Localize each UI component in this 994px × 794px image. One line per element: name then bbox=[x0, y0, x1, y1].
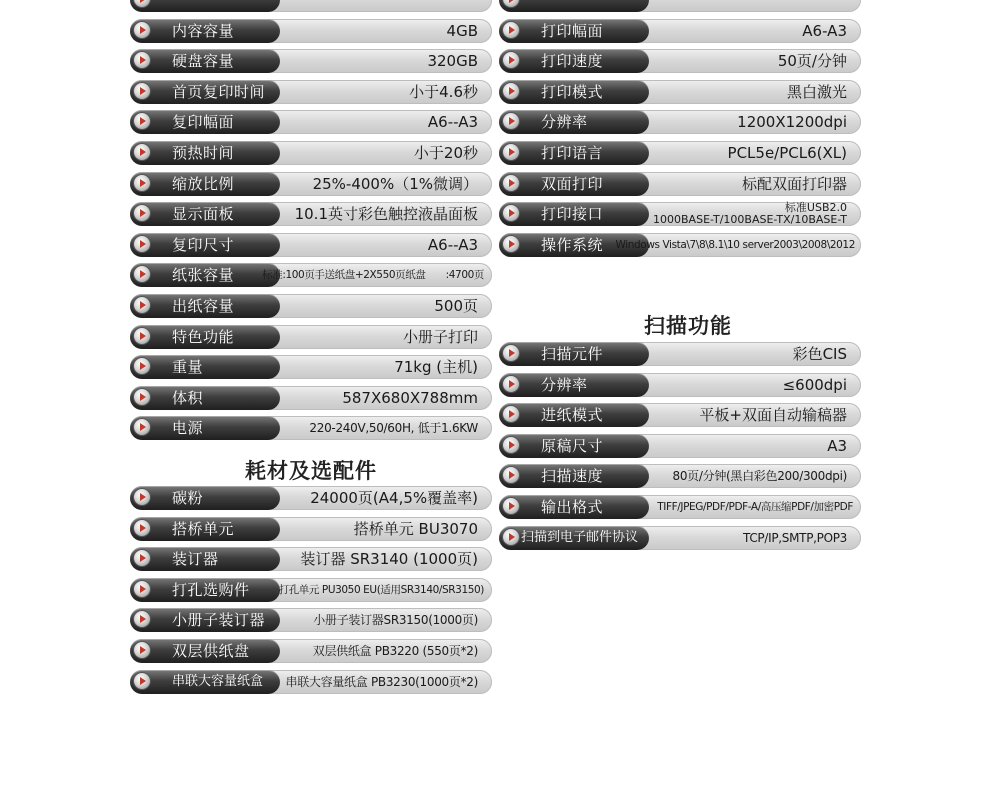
bullet-icon bbox=[134, 266, 150, 282]
spec-value: TCP/IP,SMTP,POP3 bbox=[743, 530, 847, 545]
bullet-icon bbox=[503, 345, 519, 361]
scan-row-sensor bbox=[499, 342, 861, 366]
spec-label: 搭桥单元 bbox=[172, 519, 235, 538]
spec-value: 4GB bbox=[446, 21, 478, 40]
interface-line-1: 标准USB2.0 bbox=[784, 201, 847, 215]
bullet-icon bbox=[503, 52, 519, 68]
spec-value: 平板+双面自动输稿器 bbox=[699, 406, 847, 425]
consumable-row-punch bbox=[130, 578, 492, 602]
bullet-icon bbox=[134, 236, 150, 252]
spec-label: 硬盘容量 bbox=[172, 52, 235, 71]
bullet-icon bbox=[134, 297, 150, 313]
bullet-icon bbox=[134, 22, 150, 38]
spec-label: 预热时间 bbox=[172, 143, 235, 162]
bullet-icon bbox=[503, 0, 519, 7]
spec-row-copy-size bbox=[130, 233, 492, 257]
spec-value: 220-240V,50/60H, 低于1.6KW bbox=[309, 421, 478, 436]
spec-label: 打印接口 bbox=[541, 205, 604, 224]
spec-label: 显示面板 bbox=[172, 205, 235, 224]
spec-value: 黑白激光 bbox=[786, 82, 847, 101]
spec-value: 10.1英寸彩色触控液晶面板 bbox=[294, 205, 478, 224]
spec-value bbox=[653, 202, 847, 226]
spec-value: 串联大容量纸盒 PB3230(1000页*2) bbox=[285, 674, 478, 689]
spec-row-paper-capacity bbox=[130, 263, 492, 287]
bullet-icon bbox=[503, 437, 519, 453]
print-spec-list bbox=[499, 0, 861, 263]
spec-row-zoom bbox=[130, 172, 492, 196]
scan-row-output-format bbox=[499, 495, 861, 519]
bullet-icon bbox=[503, 498, 519, 514]
spec-value: ≤600dpi bbox=[782, 375, 847, 394]
spec-value: 80页/分钟(黑白彩色200/300dpi) bbox=[672, 469, 847, 484]
bullet-icon bbox=[134, 144, 150, 160]
spec-label: 纸张容量 bbox=[172, 266, 235, 285]
spec-label: 分辨率 bbox=[541, 113, 588, 132]
bullet-icon bbox=[134, 83, 150, 99]
spec-row-feature bbox=[130, 325, 492, 349]
spec-row-weight bbox=[130, 355, 492, 379]
spec-value: 打孔单元 PU3050 EU(适用SR3140/SR3150) bbox=[278, 583, 484, 596]
interface-line-2: 1000BASE-T/100BASE-TX/10BASE-T bbox=[653, 213, 847, 227]
spec-row-partial bbox=[499, 0, 861, 12]
consumables-list bbox=[130, 486, 492, 700]
spec-row-duplex bbox=[499, 172, 861, 196]
spec-label: 首页复印时间 bbox=[172, 82, 266, 101]
spec-value: 25%-400%（1%微调） bbox=[312, 174, 478, 193]
spec-value: A6-A3 bbox=[802, 21, 847, 40]
spec-value: 320GB bbox=[427, 52, 478, 71]
spec-label: 重量 bbox=[172, 358, 204, 377]
spec-row-memory bbox=[130, 19, 492, 43]
bullet-icon bbox=[134, 205, 150, 221]
spec-value: 标配双面打印器 bbox=[741, 174, 847, 193]
bullet-icon bbox=[134, 642, 150, 658]
spec-label: 扫描到电子邮件协议 bbox=[521, 529, 639, 545]
spec-value: 标准:100页手送纸盘+2X550页纸盘 :4700页 bbox=[262, 269, 484, 282]
bullet-icon bbox=[134, 419, 150, 435]
bullet-icon bbox=[134, 389, 150, 405]
bullet-icon bbox=[503, 529, 519, 545]
bullet-icon bbox=[503, 113, 519, 129]
bullet-icon bbox=[503, 205, 519, 221]
bullet-icon bbox=[134, 0, 150, 7]
spec-value: A3 bbox=[827, 436, 847, 455]
spec-label: 打孔选购件 bbox=[172, 580, 250, 599]
scan-row-speed bbox=[499, 464, 861, 488]
spec-row-partial bbox=[130, 0, 492, 12]
consumable-row-booklet bbox=[130, 608, 492, 632]
spec-row-print-format bbox=[499, 19, 861, 43]
spec-label: 打印速度 bbox=[541, 52, 604, 71]
spec-value: 彩色CIS bbox=[792, 345, 847, 363]
spec-value: 71kg (主机) bbox=[394, 358, 478, 377]
spec-value: 小于20秒 bbox=[413, 143, 478, 162]
bullet-icon bbox=[134, 489, 150, 505]
spec-value: 双层供纸盒 PB3220 (550页*2) bbox=[312, 643, 478, 658]
spec-label: 内容容量 bbox=[172, 21, 235, 40]
bullet-icon bbox=[503, 144, 519, 160]
scan-row-original-size bbox=[499, 434, 861, 458]
scan-row-resolution bbox=[499, 373, 861, 397]
spec-row-print-language bbox=[499, 141, 861, 165]
consumable-row-lct bbox=[130, 670, 492, 694]
spec-row-hdd bbox=[130, 49, 492, 73]
spec-value: 小于4.6秒 bbox=[409, 82, 478, 101]
spec-row-dimensions bbox=[130, 386, 492, 410]
spec-label: 打印语言 bbox=[541, 143, 604, 162]
bullet-icon bbox=[503, 467, 519, 483]
spec-value: 小册子装订器SR3150(1000页) bbox=[313, 613, 478, 628]
spec-label: 操作系统 bbox=[541, 235, 604, 254]
spec-label: 扫描元件 bbox=[541, 345, 604, 363]
bullet-icon bbox=[134, 175, 150, 191]
spec-label: 进纸模式 bbox=[541, 406, 604, 425]
spec-label: 特色功能 bbox=[172, 327, 235, 346]
spec-label: 出纸容量 bbox=[172, 296, 235, 315]
spec-label: 电源 bbox=[172, 419, 204, 438]
spec-value: 1200X1200dpi bbox=[737, 113, 847, 132]
consumable-row-toner bbox=[130, 486, 492, 510]
bullet-icon bbox=[134, 550, 150, 566]
bullet-icon bbox=[503, 376, 519, 392]
spec-value: A6--A3 bbox=[427, 113, 478, 132]
spec-value: 500页 bbox=[434, 296, 478, 315]
bullet-icon bbox=[503, 175, 519, 191]
spec-row-power bbox=[130, 416, 492, 440]
spec-row-print-mode bbox=[499, 80, 861, 104]
spec-label: 复印幅面 bbox=[172, 113, 235, 132]
spec-value: 24000页(A4,5%覆盖率) bbox=[310, 489, 478, 507]
spec-row-copy-format bbox=[130, 110, 492, 134]
spec-label: 打印模式 bbox=[541, 82, 604, 101]
spec-value: 搭桥单元 BU3070 bbox=[353, 519, 478, 538]
bullet-icon bbox=[134, 52, 150, 68]
bullet-icon bbox=[134, 520, 150, 536]
bullet-icon bbox=[503, 406, 519, 422]
consumables-title: 耗材及选配件 bbox=[245, 459, 377, 483]
spec-value: PCL5e/PCL6(XL) bbox=[727, 143, 847, 162]
spec-label: 串联大容量纸盒 bbox=[172, 673, 264, 689]
spec-row-print-speed bbox=[499, 49, 861, 73]
spec-label: 缩放比例 bbox=[172, 174, 235, 193]
spec-value: 50页/分钟 bbox=[777, 52, 847, 71]
spec-row-interface bbox=[499, 202, 861, 226]
spec-label: 分辨率 bbox=[541, 375, 588, 394]
spec-label: 双面打印 bbox=[541, 174, 604, 193]
spec-value: Windows Vista\7\8\8.1\10 server2003\2008\2012 bbox=[615, 238, 855, 251]
consumable-row-bridge bbox=[130, 517, 492, 541]
spec-label: 碳粉 bbox=[172, 489, 204, 507]
spec-label: 打印幅面 bbox=[541, 21, 604, 40]
bullet-icon bbox=[503, 22, 519, 38]
scan-title: 扫描功能 bbox=[644, 314, 732, 338]
spec-value: 小册子打印 bbox=[402, 327, 478, 346]
copy-spec-list bbox=[130, 0, 492, 447]
bullet-icon bbox=[134, 113, 150, 129]
spec-label: 原稿尺寸 bbox=[541, 436, 604, 455]
spec-value: TIFF/JPEG/PDF/PDF-A/高压缩PDF/加密PDF bbox=[657, 500, 853, 513]
spec-label: 复印尺寸 bbox=[172, 235, 235, 254]
consumable-row-dual-tray bbox=[130, 639, 492, 663]
spec-row-display bbox=[130, 202, 492, 226]
bullet-icon bbox=[134, 673, 150, 689]
bullet-icon bbox=[134, 328, 150, 344]
consumable-row-finisher bbox=[130, 547, 492, 571]
spec-label: 双层供纸盘 bbox=[172, 641, 250, 660]
spec-row-first-copy bbox=[130, 80, 492, 104]
spec-label: 小册子装订器 bbox=[172, 611, 266, 630]
scan-row-email-protocol bbox=[499, 526, 861, 550]
bullet-icon bbox=[503, 83, 519, 99]
bullet-icon bbox=[134, 611, 150, 627]
spec-value: A6--A3 bbox=[427, 235, 478, 254]
spec-label: 扫描速度 bbox=[541, 467, 604, 486]
spec-value: 装订器 SR3140 (1000页) bbox=[300, 550, 478, 569]
spec-row-resolution bbox=[499, 110, 861, 134]
bullet-icon bbox=[503, 236, 519, 252]
spec-row-warmup bbox=[130, 141, 492, 165]
spec-row-output-capacity bbox=[130, 294, 492, 318]
bullet-icon bbox=[134, 358, 150, 374]
spec-label: 体积 bbox=[172, 388, 204, 407]
spec-row-os bbox=[499, 233, 861, 257]
spec-label: 输出格式 bbox=[541, 497, 604, 516]
spec-label: 装订器 bbox=[172, 550, 219, 569]
spec-value: 587X680X788mm bbox=[342, 388, 478, 407]
scan-spec-list bbox=[499, 342, 861, 556]
bullet-icon bbox=[134, 581, 150, 597]
scan-row-feed-mode bbox=[499, 403, 861, 427]
